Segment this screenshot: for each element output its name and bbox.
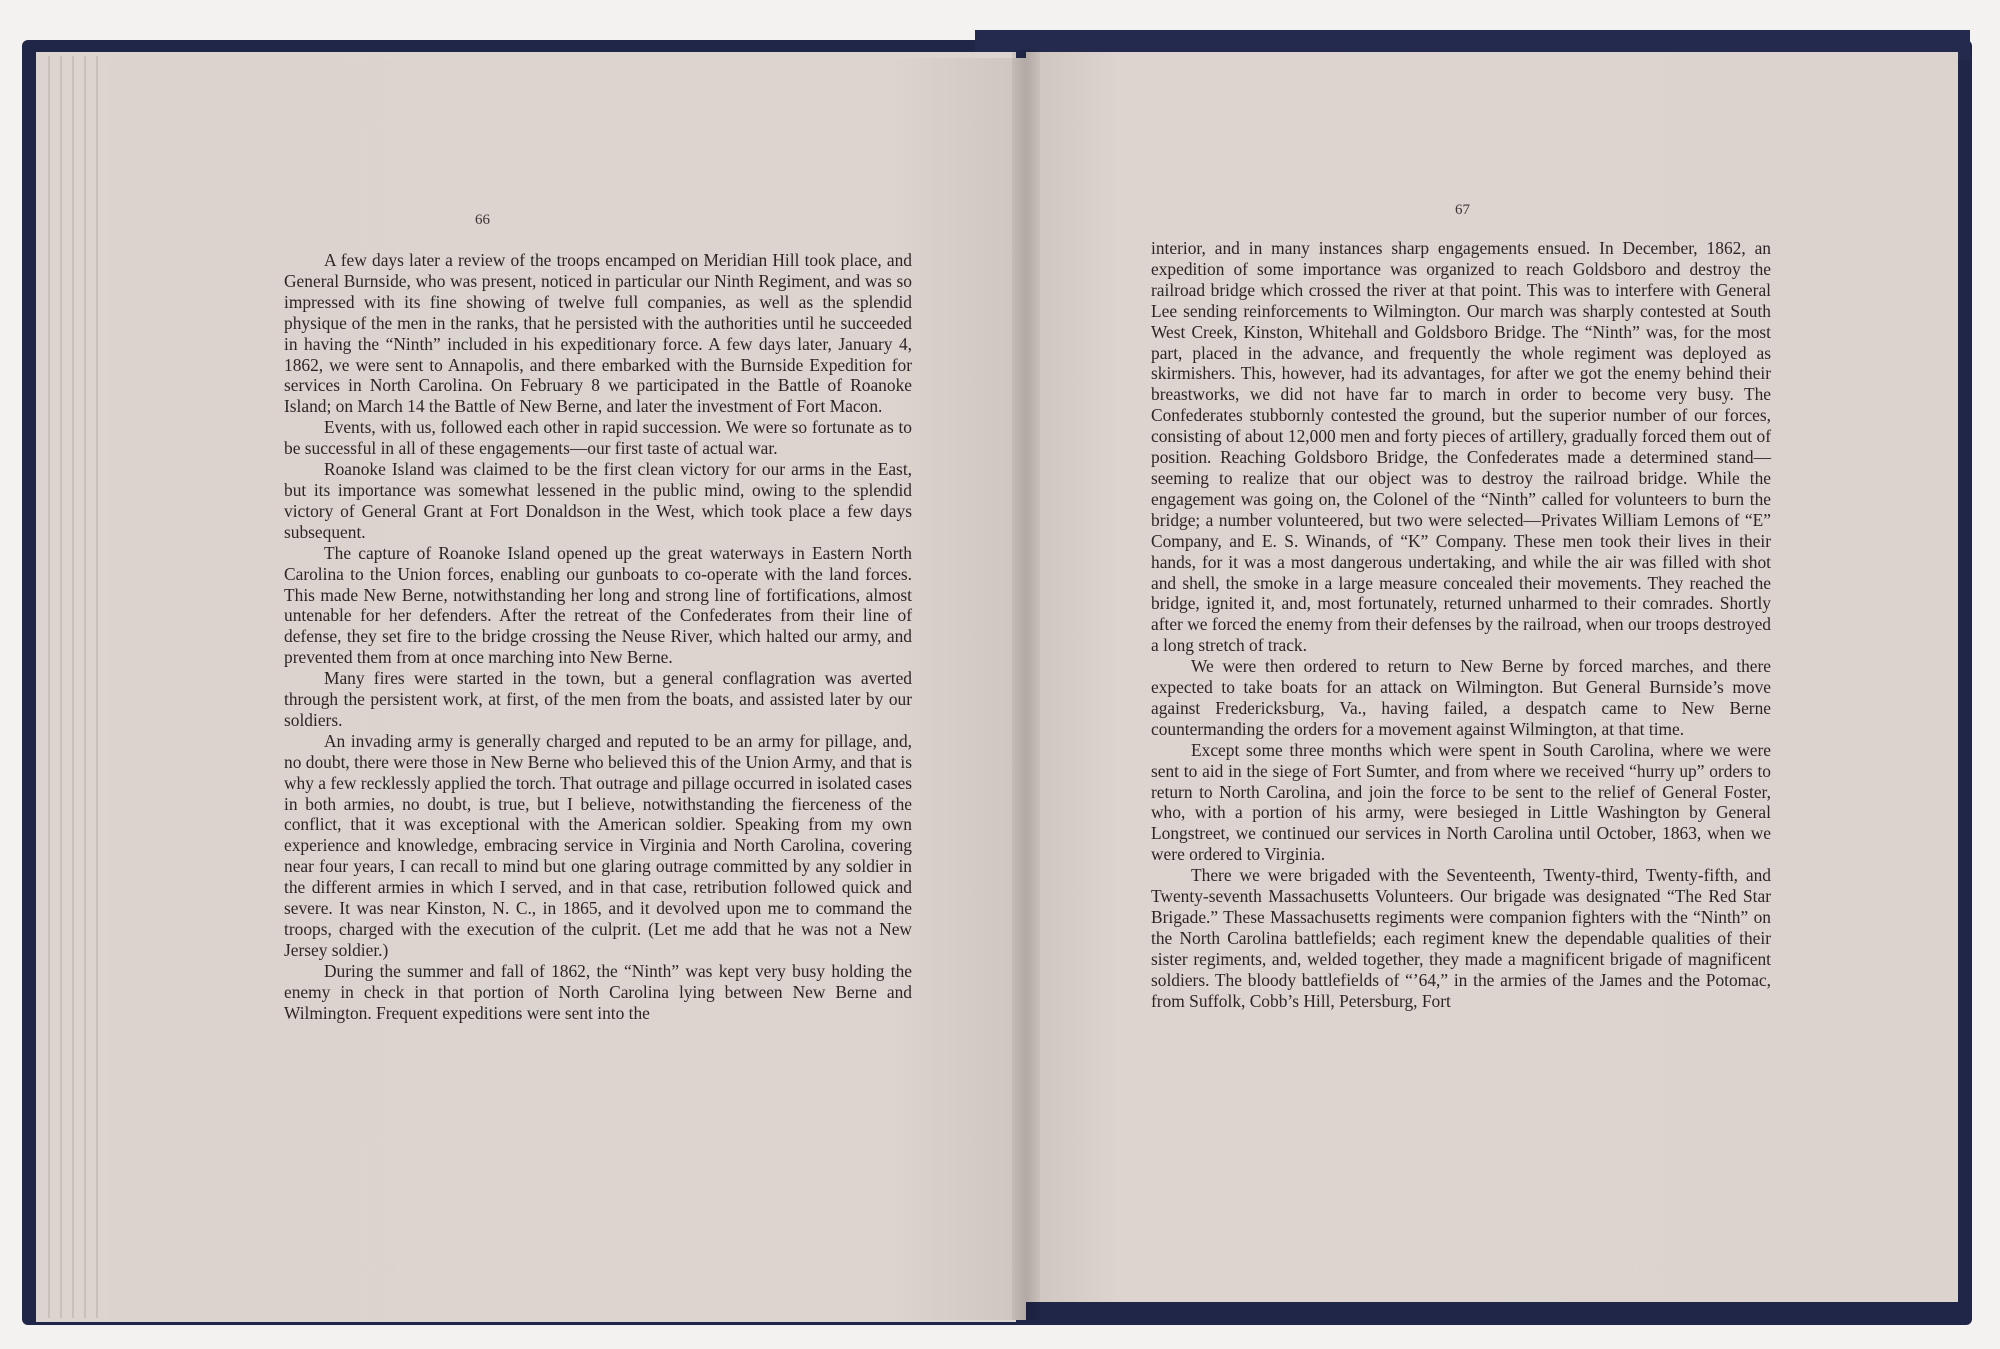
paragraph-continuation: interior, and in many instances sharp engagements ensued. In December, 1862, an expedition of some importance was organized to reach Goldsboro and destroy the railroad bridge which crossed the river at that point. This was to interfere with General Lee sending reinforcements to Wilmington. Our march was sharply contested at South West Creek, Kinston, Whitehall and Goldsboro Bridge. The “Ninth” was, for the most part, placed in the advance, and frequently the whole regiment was deployed as skirmishers. This, however, had its advantages, for after we got the enemy behind their breastworks, we did not have far to march in order to become very busy. The Confederates stubbornly contested the ground, but the superior number of our forces, consisting of about 12,000 men and forty pieces of artillery, gradually forced them out of position. Reaching Goldsboro Bridge, the Confederates made a determined stand—seeming to realize that our object was to destroy the railroad bridge. While the engagement was going on, the Colonel of the “Ninth” called for volunteers to burn the bridge; a number volunteered, but two were selected—Privates William Lemons of “E” Company, and E. S. Winands, of “K” Company. These men took their lives in their hands, for it was a most dangerous undertaking, and while the air was filled with shot and shell, the smoke in a large measure concealed their movements. They reached the bridge, ignited it, and, most fortunately, returned unharmed to their comrades. Shortly after we forced the enemy from their defenses by the railroad, when our troops destroyed a long stretch of track. [1151, 238, 1771, 656]
paragraph: A few days later a review of the troops encamped on Meridian Hill took place, and General Burnside, who was present, noticed in particular our Ninth Regiment, and was so impressed with its fine showing of twelve full companies, as well as the splendid physique of the men in the ranks, that he persisted with the authorities until he succeeded in having the “Ninth” included in his expeditionary force. A few days later, January 4, 1862, we were sent to Annapolis, and there embarked with the Burnside Expedition for services in North Carolina. On February 8 we participated in the Battle of Roanoke Island; on March 14 the Battle of New Berne, and later the investment of Fort Macon. [284, 250, 912, 417]
paragraph: The capture of Roanoke Island opened up the great waterways in Eastern North Carolina to the Union forces, enabling our gunboats to co-operate with the land forces. This made New Berne, notwithstanding her long and strong line of fortifications, almost untenable for her defenders. After the retreat of the Confederates from their line of defense, they set fire to the bridge crossing the Neuse River, which halted our army, and prevented them from at once marching into New Berne. [284, 542, 912, 668]
book-gutter [1012, 50, 1040, 1320]
page-edge-line [84, 56, 86, 1318]
right-page-text [1151, 238, 1771, 1012]
page-number-right: 67 [1455, 202, 1470, 218]
paragraph: An invading army is generally charged and reputed to be an army for pillage, and, no doubt, there were those in New Berne who believed this of the Union Army, and that is why a few recklessly applied the torch. That outrage and pillage occurred in isolated cases in both armies, no doubt, is true, but I believe, notwithstanding the fierceness of the conflict, that it was exceptional with the American soldier. Speaking from my own experience and knowledge, embracing service in Virginia and North Carolina, covering near four years, I can recall to mind but one glaring outrage committed by any soldier in the different armies in which I served, and in that case, retribution followed quick and severe. It was near Kinston, N. C., in 1865, and it devolved upon me to command the troops, charged with the execution of the culprit. (Let me add that he was not a New Jersey soldier.) [284, 730, 912, 960]
paragraph: Except some three months which were spent in South Carolina, where we were sent to aid in the siege of Fort Sumter, and from where we received “hurry up” orders to return to North Carolina, and join the force to be sent to the relief of General Foster, who, with a portion of his army, were besieged in Little Washington by General Longstreet, we continued our services in North Carolina until October, 1863, when we were ordered to Virginia. [1151, 739, 1771, 865]
paragraph: We were then ordered to return to New Berne by forced marches, and there expected to take boats for an attack on Wilmington. But General Burnside’s move against Fredericksburg, Va., having failed, a despatch came to New Berne countermanding the orders for a movement against Wilmington, at that time. [1151, 656, 1771, 739]
page-edge-line [96, 56, 98, 1318]
page-edge-line [72, 56, 74, 1318]
paragraph: Roanoke Island was claimed to be the first clean victory for our arms in the East, but its importance was somewhat lessened in the public mind, owing to the splendid victory of General Grant at Fort Donaldson in the West, which took place a few days subsequent. [284, 459, 912, 542]
paragraph: Events, with us, followed each other in rapid succession. We were so fortunate as to be successful in all of these engagements—our first taste of actual war. [284, 417, 912, 459]
page-edge-line [60, 56, 62, 1318]
paragraph: Many fires were started in the town, but a general conflagration was averted through the persistent work, at first, of the men from the boats, and assisted later by our soldiers. [284, 668, 912, 730]
page-number-left: 66 [475, 212, 490, 228]
page-edge-line [48, 56, 50, 1318]
left-page-text [284, 250, 912, 1024]
paragraph: There we were brigaded with the Seventeenth, Twenty-third, Twenty-fifth, and Twenty-seventh Massachusetts Volunteers. Our brigade was designated “The Red Star Brigade.” These Massachusetts regiments were companion fighters with the “Ninth” on the North Carolina battlefields; each regiment knew the dependable qualities of their sister regiments, and, welded together, they made a magnificent brigade of magnificent soldiers. The bloody battlefields of “’64,” in the armies of the James and the Potomac, from Suffolk, Cobb’s Hill, Petersburg, Fort [1151, 865, 1771, 1011]
paragraph: During the summer and fall of 1862, the “Ninth” was kept very busy holding the enemy in check in that portion of North Carolina lying between New Berne and Wilmington. Frequent expeditions were sent into the [284, 960, 912, 1023]
